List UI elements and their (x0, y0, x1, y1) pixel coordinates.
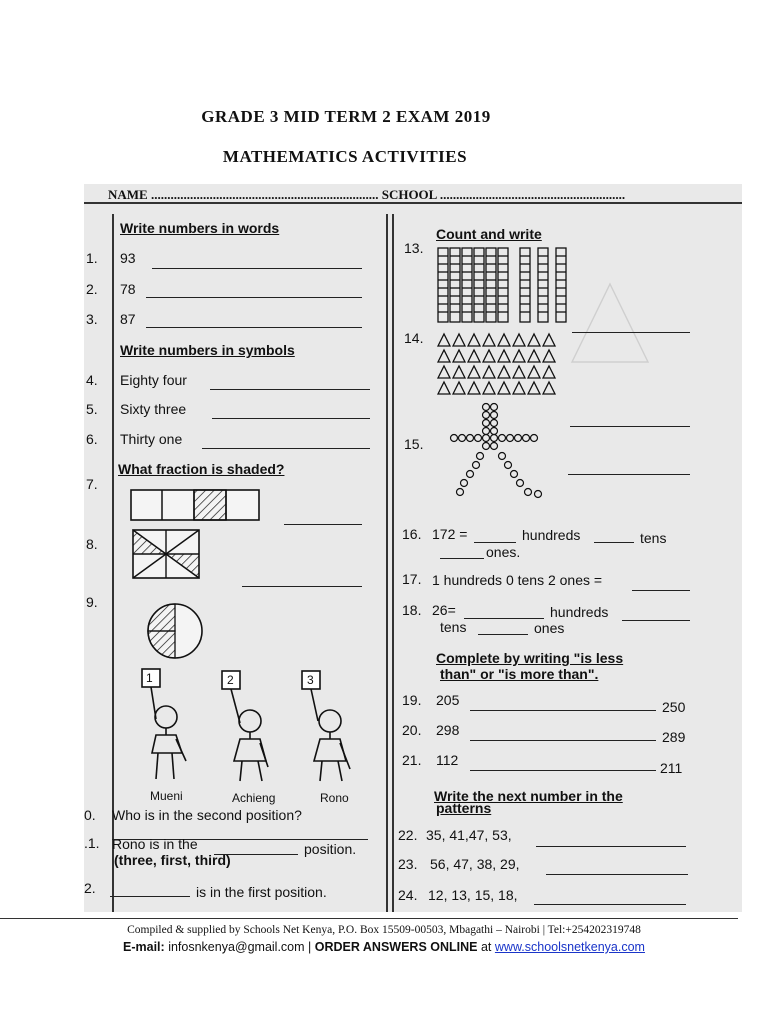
q16-hundreds-line (474, 542, 516, 543)
q13-number: 13. (404, 240, 424, 256)
q8-answer-line (242, 586, 362, 587)
q17-number: 17. (402, 571, 422, 587)
q16-hundreds: hundreds (522, 527, 581, 543)
q22-number: 22. (398, 827, 418, 843)
card-number-1: 1 (146, 671, 153, 685)
q15-circles-figure (450, 402, 560, 502)
q13-tally-bundles (438, 248, 578, 324)
q4-text: Eighty four (120, 372, 187, 388)
card-number-2: 2 (227, 673, 234, 687)
q16-tens: tens (640, 530, 667, 546)
q6-answer-line (202, 448, 370, 449)
triangle-ghost (570, 282, 650, 364)
q10-text: Who is in the second position? (112, 807, 302, 823)
q9-shaded-circle (146, 602, 204, 660)
q12-text: is in the first position. (196, 884, 327, 900)
name-label: NAME ...................................................................... (108, 187, 379, 202)
q3-text: 87 (120, 311, 136, 327)
q19-right: 250 (662, 699, 686, 715)
q10-number: 0. (84, 807, 96, 823)
q24-text: 12, 13, 15, 18, (428, 887, 518, 903)
card-number-3: 3 (307, 673, 314, 687)
page-title: GRADE 3 MID TERM 2 EXAM 2019 (201, 107, 491, 126)
q6-text: Thirty one (120, 431, 183, 447)
school-label: SCHOOL ......................................................... (381, 187, 626, 202)
q17-text: 1 hundreds 0 tens 2 ones = (432, 572, 603, 588)
footer-credit: Compiled & supplied by Schools Net Kenya, P.O. Box 15509-00503, Mbagathi – Nairobi | Tel:+254202319748 (127, 924, 641, 936)
email-label: E-mail: (123, 940, 165, 954)
q11-number: .1. (84, 835, 100, 851)
heading-patterns-2: patterns (436, 800, 492, 816)
heading-count-write: Count and write (436, 226, 542, 242)
column-divider-2 (392, 214, 394, 912)
q7-fraction-strip (130, 489, 260, 521)
q15-number: 15. (404, 436, 424, 452)
child-name-achieng: Achieng (232, 791, 276, 805)
q17-answer-line (632, 590, 690, 591)
q6-number: 6. (86, 431, 98, 447)
q5-answer-line (212, 418, 370, 419)
q19-number: 19. (402, 692, 422, 708)
q11-options: (three, first, third) (114, 852, 231, 868)
q18-hundreds-blank (622, 620, 690, 621)
child-name-rono: Rono (320, 791, 349, 805)
q12-answer-line (110, 896, 190, 897)
q3-answer-line (146, 327, 362, 328)
q7-answer-line (284, 524, 362, 525)
header-rule (84, 202, 742, 204)
q21-answer-line (470, 770, 656, 771)
heading-compare-2: than" or "is more than". (440, 666, 599, 682)
q23-answer-line (546, 874, 688, 875)
child-name-mueni: Mueni (150, 789, 183, 803)
column-divider (386, 214, 388, 912)
q18-text: 26= (432, 602, 456, 618)
q22-answer-line (536, 846, 686, 847)
q5-number: 5. (86, 401, 98, 417)
q18-number: 18. (402, 602, 422, 618)
q2-number: 2. (86, 281, 98, 297)
q1-answer-line (152, 268, 362, 269)
q2-text: 78 (120, 281, 136, 297)
footer-contact: E-mail: infosnkenya@gmail.com | ORDER ANSWERS ONLINE at www.schoolsnetkenya.com (123, 940, 645, 954)
q21-left: 112 (436, 752, 459, 768)
at-label: at (480, 940, 492, 954)
q11-position: position. (304, 841, 357, 857)
q4-answer-line (210, 389, 370, 390)
q9-number: 9. (86, 594, 98, 610)
q1-number: 1. (86, 250, 98, 266)
q20-left: 298 (436, 722, 460, 738)
q14-answer-line (570, 426, 690, 427)
q4-number: 4. (86, 372, 98, 388)
q16-ones: ones. (486, 544, 521, 560)
q20-right: 289 (662, 729, 686, 745)
q24-answer-line (534, 904, 686, 905)
q19-answer-line (470, 710, 656, 711)
q22-text: 35, 41,47, 53, (426, 827, 512, 843)
q23-number: 23. (398, 856, 418, 872)
heading-words: Write numbers in words (120, 220, 280, 236)
heading-fraction: What fraction is shaded? (118, 461, 285, 477)
q14-triangles (438, 334, 562, 398)
q7-number: 7. (86, 476, 98, 492)
website-link[interactable]: www.schoolsnetkenya.com (494, 940, 645, 954)
q20-number: 20. (402, 722, 422, 738)
q8-divided-square (132, 529, 200, 579)
q18-tens: tens (440, 619, 467, 635)
q16-equation: 172 = (432, 526, 468, 542)
q21-right: 211 (660, 760, 683, 776)
q15-answer-line (568, 474, 690, 475)
footer-rule (0, 918, 738, 919)
q11-text: Rono is in the (112, 836, 198, 852)
q23-text: 56, 47, 38, 29, (430, 856, 520, 872)
q18-hundreds-line (464, 618, 544, 619)
q8-number: 8. (86, 536, 98, 552)
q18-tens-line (478, 634, 528, 635)
page-subtitle: MATHEMATICS ACTIVITIES (222, 147, 468, 166)
q3-number: 3. (86, 311, 98, 327)
q2-answer-line (146, 297, 362, 298)
q18-ones: ones (534, 620, 565, 636)
heading-symbols: Write numbers in symbols (120, 342, 295, 358)
name-school-header (108, 187, 625, 203)
q13-answer-line (572, 332, 690, 333)
email-address[interactable]: infosnkenya@gmail.com (168, 940, 305, 954)
q5-text: Sixty three (120, 401, 187, 417)
q16-ones-line (440, 558, 484, 559)
q14-number: 14. (404, 330, 424, 346)
q12-number: 2. (84, 880, 96, 896)
q16-tens-line (594, 542, 634, 543)
q19-left: 205 (436, 692, 460, 708)
q20-answer-line (470, 740, 656, 741)
children-holding-cards (142, 669, 382, 799)
heading-patterns-1: Write the next number in the (434, 788, 623, 804)
q16-number: 16. (402, 526, 422, 542)
order-label: ORDER ANSWERS ONLINE (314, 940, 478, 954)
scanned-exam-sheet (84, 184, 742, 912)
q24-number: 24. (398, 887, 418, 903)
q18-hundreds: hundreds (550, 604, 609, 620)
q21-number: 21. (402, 752, 422, 768)
heading-compare-1: Complete by writing "is less (436, 650, 624, 666)
q1-text: 93 (120, 250, 136, 266)
